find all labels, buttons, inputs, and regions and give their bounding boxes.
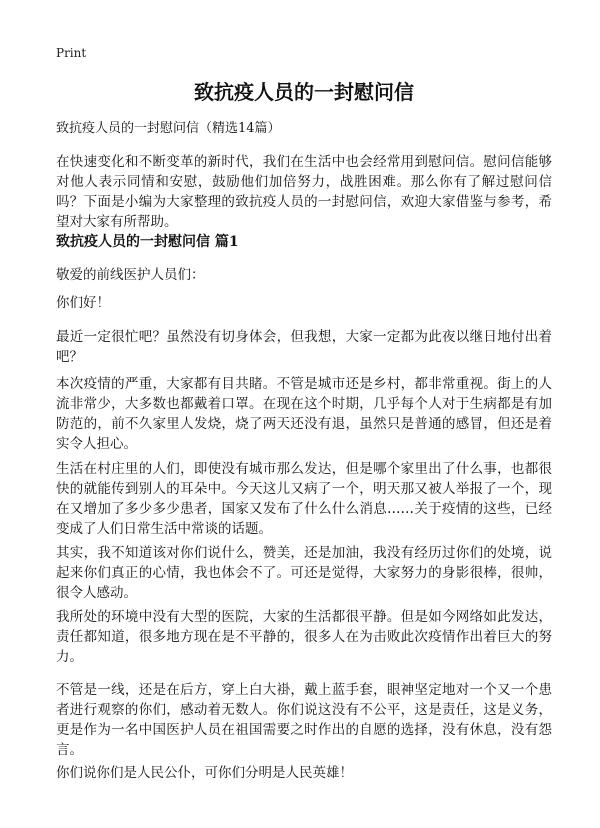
body-paragraph: 本次疫情的严重，大家都有目共睹。不管是城市还是乡村，都非常重视。街上的人流非常少，大多数也都戴着口罩。在现在这个时期，几乎每个人对于生病都是有加防范的，前不久家里人发烧，烧了两天还没有退，虽然只是普通的感冒，但还是着实令人担心。 [56, 376, 552, 452]
intro-paragraph: 在快速变化和不断变革的新时代，我们在生活中也会经常用到慰问信。慰问信能够对他人表示同情和安慰，鼓励他们加倍努力，战胜困难。那么你有了解过慰问信吗？下面是小编为大家整理的致抗疫人员的一封慰问信，欢迎大家借鉴与参考，希望对大家有所帮助。 [56, 154, 552, 230]
document-title: 致抗疫人员的一封慰问信 [194, 80, 414, 104]
body-paragraph: 最近一定很忙吧？虽然没有切身体会，但我想，大家一定都为此夜以继日地付出着吧？ [56, 329, 552, 365]
body-paragraph: 不管是一线，还是在后方，穿上白大褂，戴上蓝手套，眼神坚定地对一个又一个患者进行观察的你们，感动着无数人。你们说这没有不公平，这是责任，这是义务，更是作为一名中国医护人员在祖国需要之时作出的自愿的选择，没有休息，没有怨言。 [56, 682, 552, 758]
body-paragraph: 其实，我不知道该对你们说什么，赞美，还是加油，我没有经历过你们的处境，说起来你们真正的心情，我也体会不了。可还是觉得，大家努力的身影很棒，很帅，很令人感动。 [56, 545, 552, 601]
body-paragraph: 生活在村庄里的人们，即使没有城市那么发达，但是哪个家里出了什么事，也都很快的就能传到别人的耳朵中。今天这儿又病了一个，明天那又被人举报了一个，现在又增加了多少多少患者，国家又发布了什么什么消息……关于疫情的这些，已经变成了人们日常生活中常谈的话题。 [56, 461, 552, 537]
closing-paragraph: 你们说你们是人民公仆，可你们分明是人民英雄！ [56, 765, 353, 781]
body-paragraph: 我所处的环境中没有大型的医院，大家的生活都很平静。但是如今网络如此发达，责任都知道，很多地方现在是不平静的，很多人在为击败此次疫情作出着巨大的努力。 [56, 609, 552, 665]
document-page [56, 0, 552, 828]
section-heading: 致抗疫人员的一封慰问信 篇1 [56, 234, 239, 250]
document-subtitle: 致抗疫人员的一封慰问信（精选14篇） [56, 121, 281, 136]
print-link[interactable]: Print [56, 46, 87, 60]
salutation: 敬爱的前线医护人员们： [56, 267, 205, 283]
greeting: 你们好！ [56, 295, 110, 311]
